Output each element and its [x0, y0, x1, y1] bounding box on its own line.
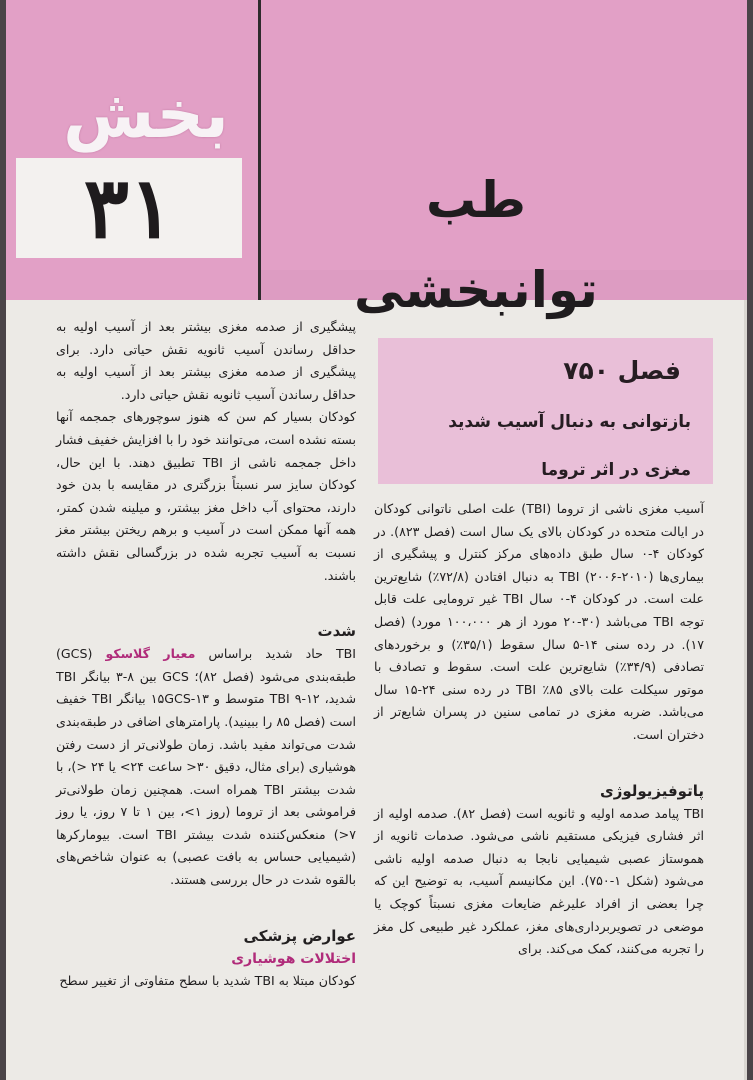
severity-text-start: TBI حاد شدید براساس [195, 646, 356, 662]
chapter-heading-box [378, 338, 713, 484]
section-number: ۳۱ [83, 158, 175, 257]
intro-paragraph-2 [56, 406, 356, 587]
chapter-title-line-2: مغزی در اثر تروما [541, 460, 691, 480]
book-page [6, 0, 747, 1080]
section-label: بخش [63, 76, 229, 153]
section-number-box [16, 158, 242, 258]
consciousness-subheading: اختلالات هوشیاری [231, 950, 356, 967]
left-column [56, 316, 356, 992]
pathophysiology-paragraph: TBI پیامد صدمه اولیه و ثانویه است (فصل ۸۲). صدمه اولیه از اثر فشاری فیزیکی مستقیم ناشی می‌شود. صدمات ثانویه از هموستاز عصبی شیمیایی نابجا به دنبال صدمه اولیه ناشی می‌شود (شکل ۱-۷۵۰). این مکانیسم آسیب، به توضیح این که چرا بعضی از افراد علیرغم ضایعات مغزی نسبتاً کوچک یا موضعی در تصویربرداری‌های مغز، عملکرد غیر طبیعی کل مغز را تجربه می‌کنند، کمک می‌کند. برای [374, 805, 704, 957]
intro-paragraph-1: پیشگیری از صدمه مغزی بیشتر بعد از آسیب اولیه به حداقل رساندن آسیب ثانویه نقش حیاتی دارد. برای پیشگیری از صدمه مغزی بیشتر بعد از آسیب اولیه به حداقل رساندن آسیب ثانویه نقش حیاتی دارد. [56, 319, 356, 402]
chapter-intro-paragraph: آسیب مغزی ناشی از تروما (TBI) علت اصلی ناتوانی کودکان در ایالت متحده در کودکان بالای یک سال است (فصل ۸۲۳). در کودکان ۴-۰ سال طبق داده‌های مرکز کنترل و پیشگیری از بیماری‌ها (۲۰۱۰-۲۰۰۶) TBI به دنبال افتادن (۷۲/۸٪) شایع‌ترین علت است. در کودکان ۴-۰ سال TBI غیر ترومایی علت قابل توجه TBI می‌باشد (۳۰-۲۰ مورد از هر ۱۰۰،۰۰۰ مورد) (فصل ۱۷). در رده سنی ۱۴-۵ سال سقوط (۳۵/۱٪) و برخوردهای تصادفی (۳۴/۹٪) شایع‌ترین علت است. سقوط و تصادف با موتور سیکلت علت بالای ۸۵٪ TBI در رده سنی ۲۴-۱۵ سال می‌باشد. ضربه مغزی در تمامی سنین در پسران شایع‌تر از دختران است. [374, 501, 705, 742]
intro-paragraph-2-text: کودکان بسیار کم سن که هنوز سوچورهای جمجمه آنها بسته نشده است، می‌توانند خود را با افزایش خفیف فشار داخل جمجمه ناشی از TBI تطبیق دهند. با این حال، کودکان سایز سر نسبتاً بزرگتری در مقایسه با بدن خود دارند، محتوای آب داخل مغز بیشتر، و میلینه شدن کمتر، همه آنها ممکن است در آسیب و برهم ریختن بیشتر مغز نسبت به آسیب تجربه شده در بزرگسالی نقش داشته باشند. [56, 409, 356, 583]
pathophysiology-heading: پاتوفیزیولوژی [599, 781, 704, 800]
severity-paragraph [56, 643, 356, 892]
section-title: طب توانبخشی [354, 171, 598, 319]
right-column [374, 498, 704, 961]
page-edge [744, 300, 747, 1080]
complications-heading: عوارض پزشکی [243, 926, 356, 945]
chapter-number: فصل ۷۵۰ [563, 356, 681, 385]
complications-paragraph: کودکان مبتلا به TBI شدید با سطح متفاوتی از تغییر سطح [59, 972, 356, 988]
chapter-title-line-1: بازتوانی به دنبال آسیب شدید [448, 412, 691, 432]
severity-heading: شدت [317, 622, 356, 641]
chapter-title [381, 398, 691, 494]
header-divider-line [258, 0, 261, 300]
severity-text-end: (GCS) طبقه‌بندی می‌شود (فصل ۸۲)؛ GCS بین ۸-۳ بیانگر TBI شدید، ۱۲-۹ TBI متوسط و ۱۵GCS-۱۳ بیانگر TBI خفیف است (فصل ۸۵ را ببینید). پارامترهای اضافی در طبقه‌بندی شدت می‌تواند مفید باشد. زمان طولانی‌تر از دست رفتن هوشیاری (برای مثال، دقیق ۳۰< ساعت ۲۴> یا ۲۴ <)، با شدت بیشتر TBI همراه است. همچنین زمان طولانی‌تر فراموشی بعد از تروما (روز ۱>، بین ۱ تا ۷ روز، یا روز ۷<) منعکس‌کننده شدت بیشتر TBI است. بیومارکرها (شیمیایی حساس به بافت عصبی) به عنوان شاخص‌های بالقوه شدت در حال بررسی هستند. [56, 646, 356, 888]
glasgow-highlight: معیار گلاسکو [105, 646, 196, 662]
